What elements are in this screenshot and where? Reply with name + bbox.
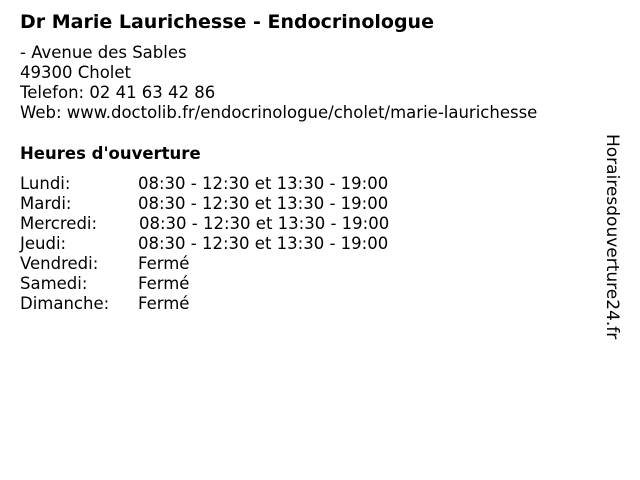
day-label: Samedi: (20, 274, 88, 293)
day-label: Jeudi: (20, 234, 67, 253)
watermark-site-name: Horairesdouverture24.fr (602, 134, 622, 340)
hours-value: Fermé (138, 254, 190, 273)
address-block (20, 43, 537, 123)
hours-value: Fermé (138, 274, 190, 293)
day-label: Dimanche: (20, 294, 110, 313)
day-label: Mercredi: (20, 214, 98, 233)
page-title: Dr Marie Laurichesse - Endocrinologue (20, 11, 434, 33)
hours-value: 08:30 - 12:30 et 13:30 - 19:00 (138, 174, 389, 193)
website: Web: www.doctolib.fr/endocrinologue/cholet/marie-laurichesse (20, 103, 538, 122)
phone-number: Telefon: 02 41 63 42 86 (20, 83, 216, 102)
day-label: Lundi: (20, 174, 71, 193)
city-postal-code: 49300 Cholet (20, 63, 132, 82)
hours-value: Fermé (138, 294, 190, 313)
hours-value: 08:30 - 12:30 et 13:30 - 19:00 (138, 194, 389, 213)
hours-heading: Heures d'ouverture (20, 144, 201, 163)
hours-value: 08:30 - 12:30 et 13:30 - 19:00 (138, 234, 389, 253)
day-label: Mardi: (20, 194, 72, 213)
day-label: Vendredi: (20, 254, 99, 273)
street-address: - Avenue des Sables (20, 43, 187, 62)
hours-value: 08:30 - 12:30 et 13:30 - 19:00 (139, 214, 390, 233)
